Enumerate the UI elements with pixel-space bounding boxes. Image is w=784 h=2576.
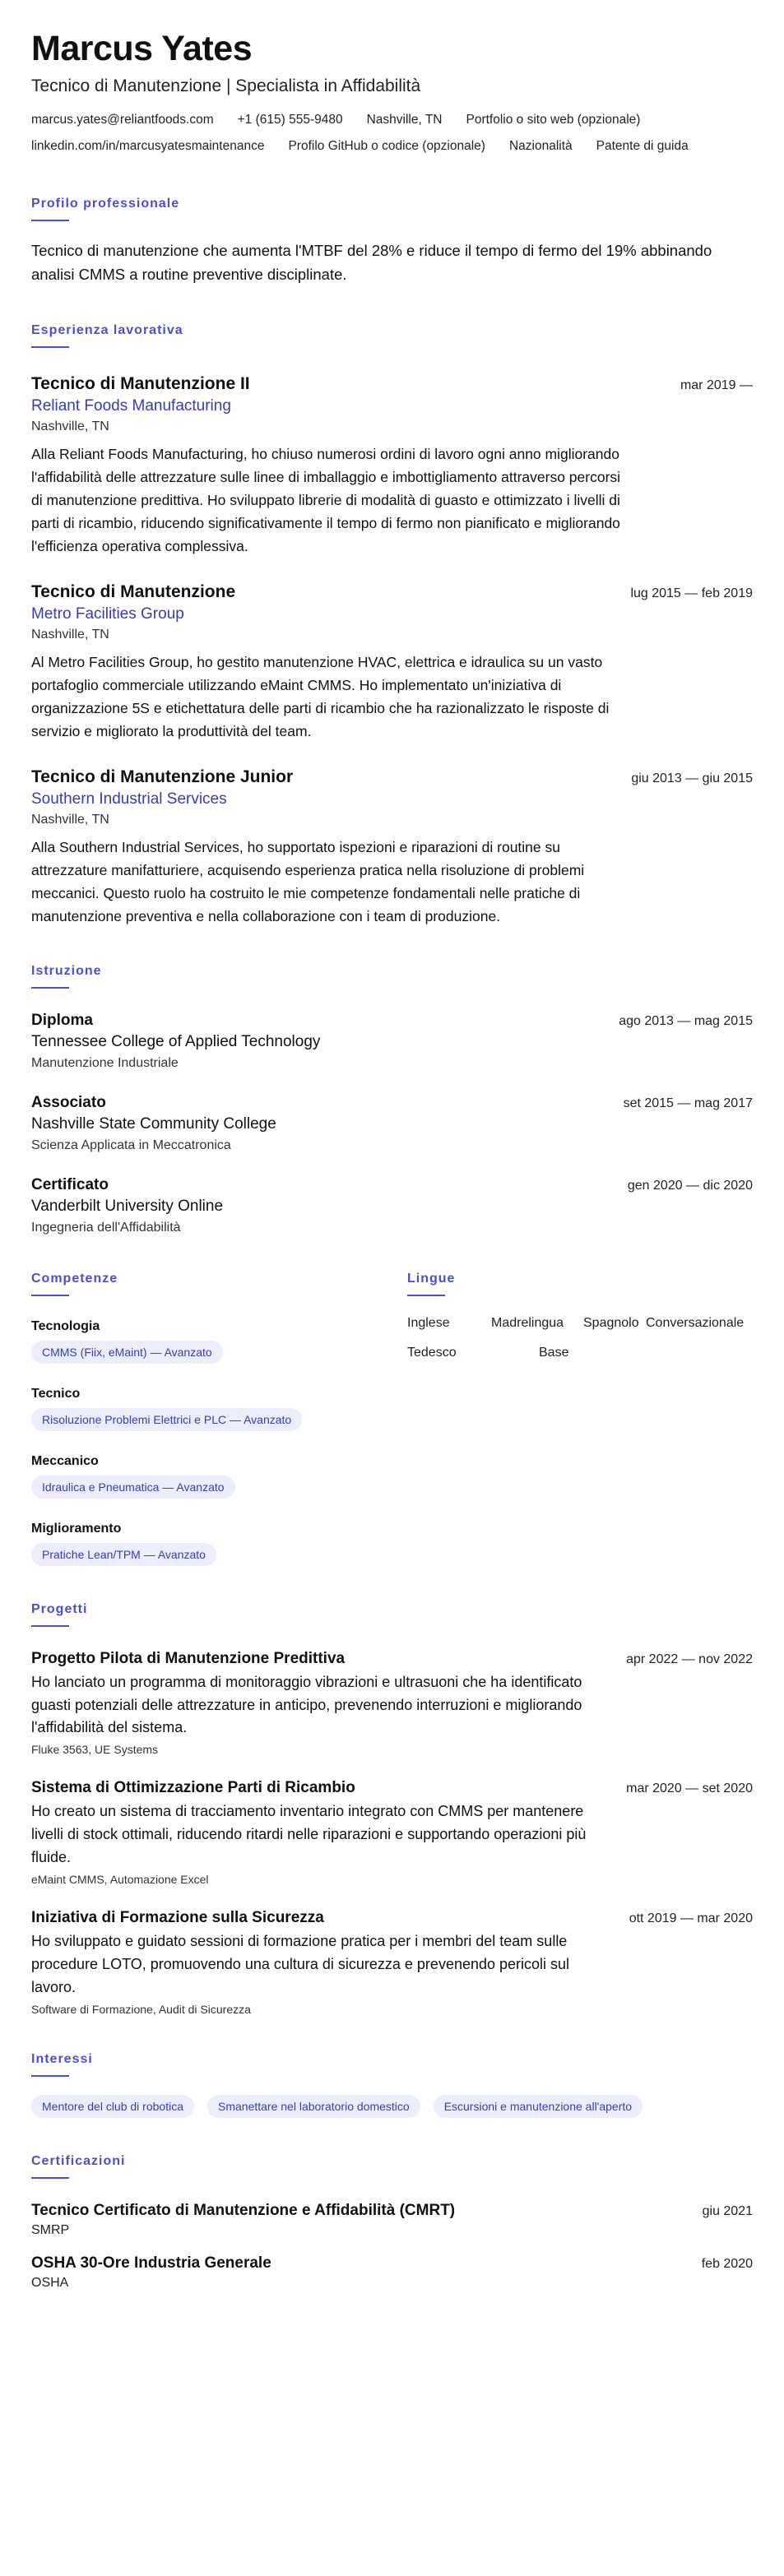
project-title: Sistema di Ottimizzazione Parti di Ricambio: [31, 1779, 355, 1797]
certifications-section: [31, 2154, 753, 2291]
section-title: Lingue: [407, 1271, 456, 1286]
section-divider: [31, 2177, 69, 2179]
certification-date: giu 2021: [702, 2203, 753, 2218]
project-title: Iniziativa di Formazione sulla Sicurezza: [31, 1908, 324, 1926]
section-divider: [31, 2075, 69, 2077]
skill-group: [31, 1522, 407, 1566]
contact-phone[interactable]: +1 (615) 555-9480: [237, 113, 343, 127]
job-company: Metro Facilities Group: [31, 605, 184, 623]
project-tools: eMaint CMMS, Automazione Excel: [31, 1872, 209, 1886]
section-title: Esperienza lavorativa: [31, 322, 183, 337]
interest-list: [31, 2095, 753, 2118]
edu-degree: Associato: [31, 1093, 106, 1111]
section-title: Certificazioni: [31, 2153, 126, 2168]
project-description: Ho creato un sistema di tracciamento inventario integrato con CMMS per mantenere livelli di stock ottimali, riducendo ritardi nelle riparazioni e supportando operazioni più fluide.: [31, 1803, 587, 1866]
section-divider: [31, 220, 69, 221]
project-description: Ho sviluppato e guidato sessioni di formazione pratica per i membri del team sulle procedure LOTO, promuovendo una cultura di sicurezza e prevenendo pericoli sul lavoro.: [31, 1932, 570, 1995]
interest-chip: Smanettare nel laboratorio domestico: [207, 2095, 420, 2118]
skill-category: Tecnico: [31, 1386, 81, 1401]
contact-linkedin[interactable]: linkedin.com/in/marcusyatesmaintenance: [31, 139, 265, 154]
candidate-name: Marcus Yates: [31, 29, 253, 68]
education-entry: [31, 1176, 753, 1235]
skill-group: [31, 1387, 407, 1431]
certification-name: Tecnico Certificato di Manutenzione e Affidabilità (CMRT): [31, 2201, 456, 2219]
skill-chip: Pratiche Lean/TPM — Avanzato: [31, 1543, 216, 1566]
contact-github[interactable]: Profilo GitHub o codice (opzionale): [288, 139, 485, 154]
job-entry: [31, 767, 753, 928]
project-dates: apr 2022 — nov 2022: [626, 1652, 753, 1666]
section-title: Progetti: [31, 1601, 88, 1616]
job-entry: [31, 582, 753, 743]
edu-school: Vanderbilt University Online: [31, 1197, 224, 1215]
edu-field: Scienza Applicata in Meccatronica: [31, 1137, 231, 1152]
language-level: Base: [539, 1345, 569, 1360]
edu-school: Tennessee College of Applied Technology: [31, 1032, 321, 1050]
section-title: Interessi: [31, 2051, 93, 2066]
skill-group: [31, 1319, 407, 1364]
section-title: Profilo professionale: [31, 197, 180, 211]
edu-degree: Diploma: [31, 1011, 93, 1029]
job-description: Alla Reliant Foods Manufacturing, ho chiuso numerosi ordini di lavoro ogni anno migliorando l'affidabilità delle attrezzature sulle linee di imballaggio e imbottigliamento attraverso percorsi di manutenzione predittiva. Ho sviluppato librerie di modalità di guasto e ottimizzato i livelli di parti di ricambio, riducendo significativamente il tempo di fermo non pianificato e migliorando l'efficienza operativa complessiva.: [31, 445, 621, 554]
skills-languages-row: [31, 1272, 753, 1566]
job-dates: mar 2019 —: [680, 378, 753, 392]
skill-group: [31, 1454, 407, 1499]
job-dates: giu 2013 — giu 2015: [631, 771, 753, 785]
job-dates: lug 2015 — feb 2019: [630, 586, 753, 600]
job-title: Tecnico di Manutenzione: [31, 581, 236, 601]
project-title: Progetto Pilota di Manutenzione Predittiva: [31, 1649, 346, 1667]
skill-chip: CMMS (Fiix, eMaint) — Avanzato: [31, 1341, 223, 1364]
education-entry: [31, 1012, 753, 1071]
contact-nationality: Nazionalità: [508, 139, 573, 154]
summary-text: Tecnico di manutenzione che aumenta l'MTBF del 28% e riduce il tempo di fermo del 19% abbinando analisi CMMS a routine preventive disciplinate.: [31, 242, 712, 283]
language-list: [407, 1316, 753, 1360]
language-level: Conversazionale: [646, 1315, 745, 1330]
skills-section: [31, 1272, 407, 1566]
skill-category: Meccanico: [31, 1453, 99, 1468]
interest-chip: Mentore del club di robotica: [31, 2095, 194, 2118]
job-company: Reliant Foods Manufacturing: [31, 396, 231, 415]
project-dates: mar 2020 — set 2020: [626, 1781, 753, 1796]
job-location: Nashville, TN: [31, 627, 109, 642]
candidate-headline: Tecnico di Manutenzione | Specialista in Affidabilità: [31, 76, 421, 96]
edu-field: Manutenzione Industriale: [31, 1055, 179, 1070]
contact-location: Nashville, TN: [366, 113, 443, 127]
languages-section: [407, 1272, 753, 1566]
skill-category: Miglioramento: [31, 1521, 122, 1536]
edu-dates: ago 2013 — mag 2015: [619, 1013, 753, 1028]
experience-section: [31, 323, 753, 928]
section-divider: [407, 1295, 445, 1296]
contact-email[interactable]: marcus.yates@reliantfoods.com: [31, 113, 214, 127]
job-entry: [31, 374, 753, 558]
language-name: Tedesco: [407, 1345, 457, 1360]
edu-dates: set 2015 — mag 2017: [623, 1096, 753, 1110]
project-entry: [31, 1909, 753, 2016]
certification-name: OSHA 30-Ore Industria Generale: [31, 2254, 271, 2272]
education-section: [31, 964, 753, 1235]
job-company: Southern Industrial Services: [31, 790, 227, 808]
skill-category: Tecnologia: [31, 1318, 100, 1333]
projects-section: [31, 1602, 753, 2016]
edu-degree: Certificato: [31, 1175, 109, 1193]
job-title: Tecnico di Manutenzione II: [31, 373, 250, 393]
section-divider: [31, 346, 69, 348]
edu-field: Ingegneria dell'Affidabilità: [31, 1220, 181, 1235]
project-entry: [31, 1650, 753, 1757]
project-tools: Software di Formazione, Audit di Sicurezza: [31, 2002, 251, 2016]
language-name: Inglese: [407, 1315, 450, 1330]
certification-date: feb 2020: [701, 2256, 753, 2271]
contact-portfolio[interactable]: Portfolio o sito web (opzionale): [466, 113, 641, 127]
project-tools: Fluke 3563, UE Systems: [31, 1743, 159, 1757]
skill-chip: Idraulica e Pneumatica — Avanzato: [31, 1476, 235, 1499]
resume-header: [31, 30, 753, 154]
edu-dates: gen 2020 — dic 2020: [627, 1178, 753, 1193]
section-divider: [31, 987, 69, 989]
contact-list: [31, 113, 739, 154]
edu-school: Nashville State Community College: [31, 1114, 276, 1133]
section-title: Istruzione: [31, 963, 102, 978]
interests-section: [31, 2052, 753, 2118]
job-location: Nashville, TN: [31, 419, 109, 433]
certification-entry: [31, 2254, 753, 2291]
certification-issuer: OSHA: [31, 2275, 69, 2290]
summary-section: [31, 197, 753, 286]
project-dates: ott 2019 — mar 2020: [629, 1911, 753, 1925]
job-title: Tecnico di Manutenzione Junior: [31, 767, 294, 786]
certification-issuer: SMRP: [31, 2222, 70, 2237]
project-description: Ho lanciato un programma di monitoraggio vibrazioni e ultrasuoni che ha identificato guasti potenziali delle attrezzature in anticipo, prevenendo interruzioni e migliorando l'affidabilità del sistema.: [31, 1673, 582, 1736]
language-name: Spagnolo: [583, 1315, 639, 1330]
section-divider: [31, 1625, 69, 1627]
job-description: Alla Southern Industrial Services, ho supportato ispezioni e riparazioni di routine su attrezzature manifatturiere, acquisendo esperienza pratica nella risoluzione di problemi meccanici. Questo ruolo ha costruito le mie competenze fondamentali nelle pratiche di manutenzione preventiva e nella collaborazione con i team di produzione.: [31, 838, 585, 924]
project-entry: [31, 1779, 753, 1886]
job-location: Nashville, TN: [31, 812, 109, 827]
job-description: Al Metro Facilities Group, ho gestito manutenzione HVAC, elettrica e idraulica su un vasto portafoglio commerciale utilizzando eMaint CMMS. Ho implementato un'iniziativa di organizzazione 5S e etichettatura delle parti di ricambio che ha razionalizzato le risposte di servizio e migliorato la produttività del team.: [31, 653, 610, 739]
certification-entry: [31, 2202, 753, 2238]
skill-chip: Risoluzione Problemi Elettrici e PLC — Avanzato: [31, 1408, 302, 1431]
language-level: Madrelingua: [491, 1315, 564, 1330]
section-title: Competenze: [31, 1271, 118, 1286]
contact-license: Patente di guida: [596, 139, 689, 154]
education-entry: [31, 1094, 753, 1153]
interest-chip: Escursioni e manutenzione all'aperto: [434, 2095, 643, 2118]
section-divider: [31, 1295, 69, 1296]
